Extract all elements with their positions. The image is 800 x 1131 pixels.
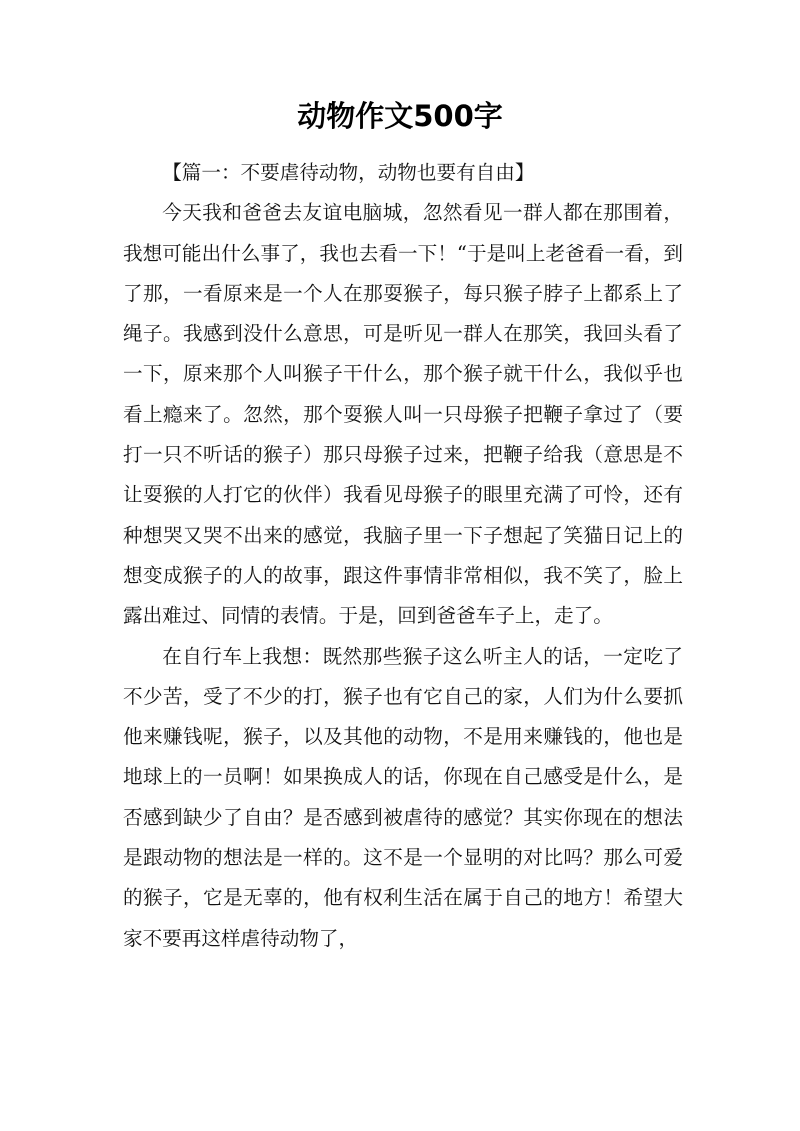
section-heading: 【篇一：不要虐待动物，动物也要有自由】 <box>162 161 535 184</box>
document-title: 动物作文500字 <box>297 99 503 133</box>
paragraph-2: 在自行车上我想：既然那些猴子这么听主人的话，一定吃了不少苦，受了不少的打，猴子也有它自己的家，人们为什么要抓他来赚钱呢，猴子，以及其他的动物，不是用来赚钱的，他也是地球上的一员啊！如果换成人的话，你现在自己感受是什么，是否感到缺少了自由？是否感到被虐待的感觉？其实你现在的想法是跟动物的想法是一样的。这不是一个显明的对比吗？那么可爱的猴子，它是无辜的，他有权利生活在属于自己的地方！希望大家不要再这样虐待动物了， <box>123 644 683 950</box>
paragraph-1: 今天我和爸爸去友谊电脑城，忽然看见一群人都在那围着，我想可能出什么事了，我也去看一下！“于是叫上老爸看一看，到了那，一看原来是一个人在那耍猴子，每只猴子脖子上都系上了绳子。我感到没什么意思，可是听见一群人在那笑，我回头看了一下，原来那个人叫猴子干什么，那个猴子就干什么，我似乎也看上瘾来了。忽然，那个耍猴人叫一只母猴子把鞭子拿过了（要打一只不听话的猴子）那只母猴子过来，把鞭子给我（意思是不让耍猴的人打它的伙伴）我看见母猴子的眼里充满了可怜，还有种想哭又哭不出来的感觉，我脑子里一下子想起了笑猫日记上的想变成猴子的人的故事，跟这件事情非常相似，我不笑了，脸上露出难过、同情的表情。于是，回到爸爸车子上，走了。 <box>123 201 683 628</box>
document-body <box>123 153 683 959</box>
